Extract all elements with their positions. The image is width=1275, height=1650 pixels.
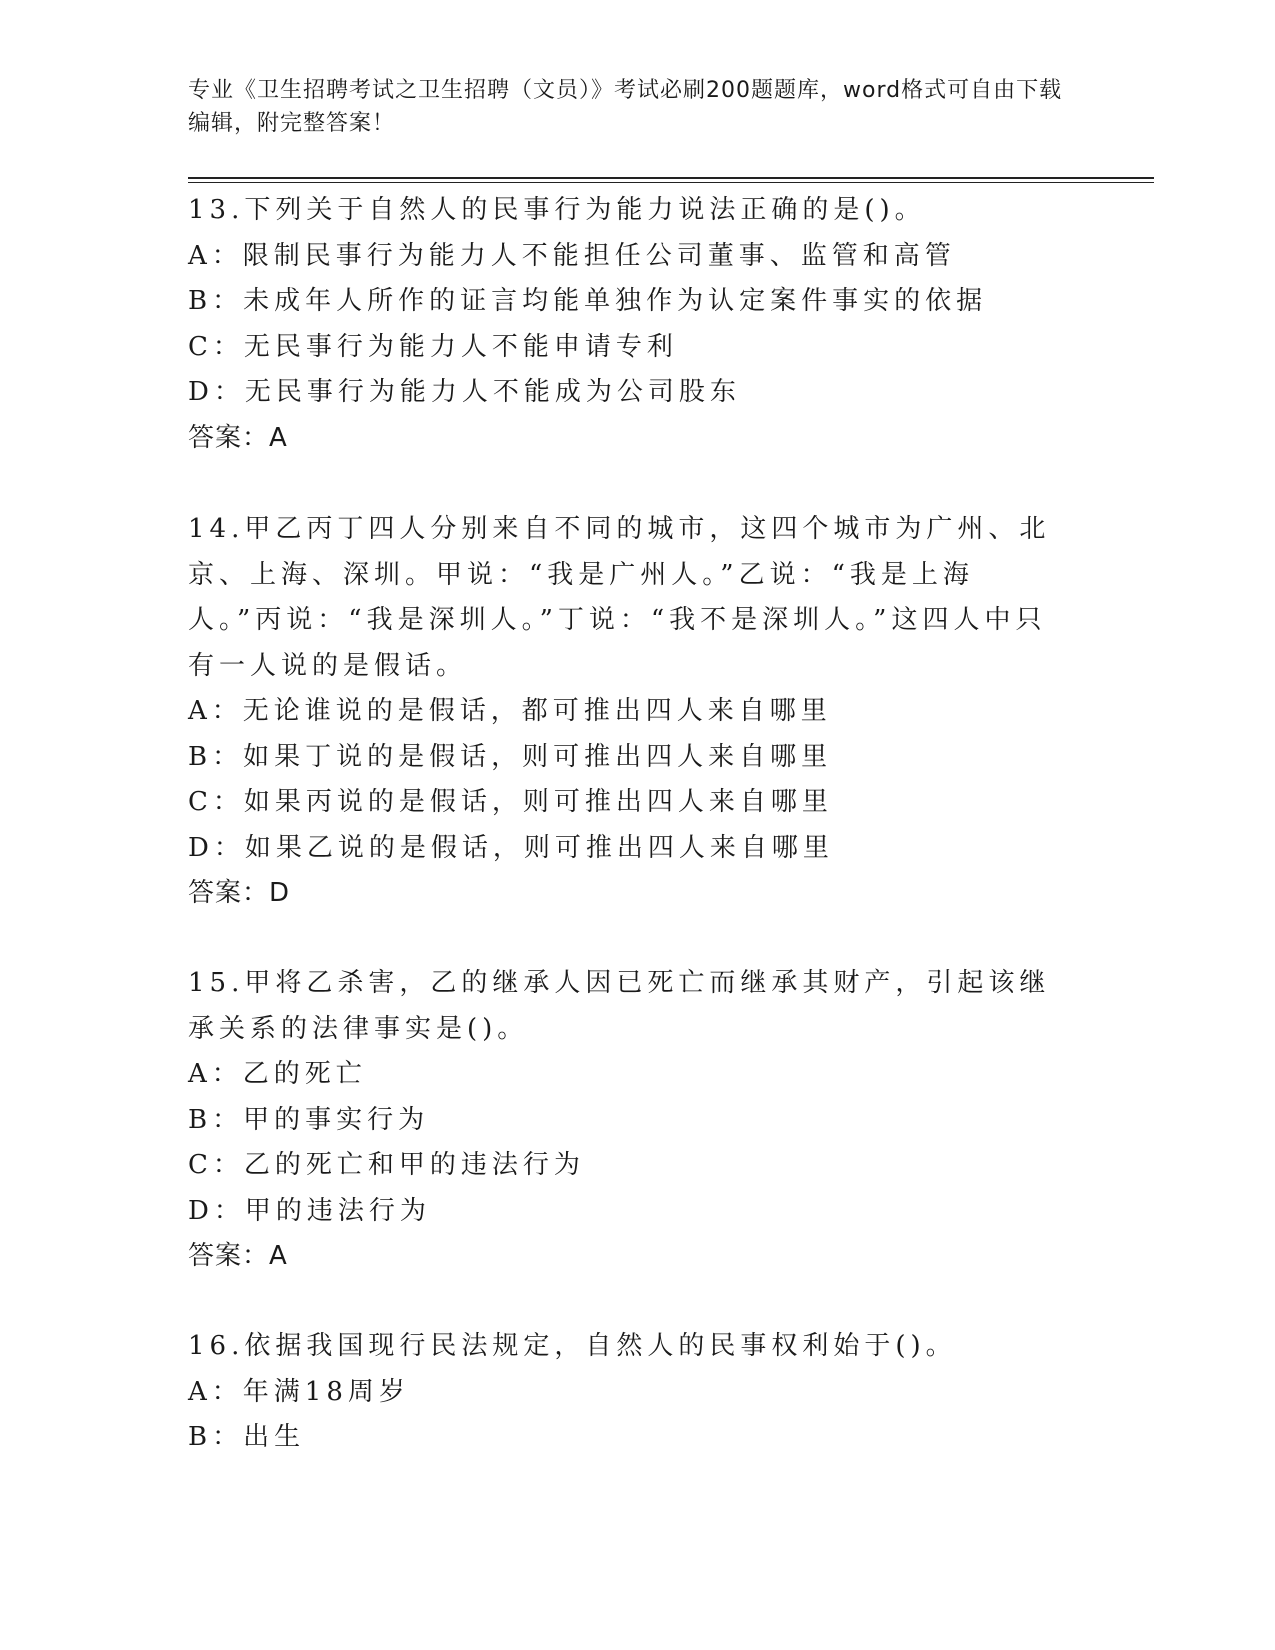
option-c: C：无民事行为能力人不能申请专利: [188, 331, 678, 362]
question-stem: 13.下列关于自然人的民事行为能力说法正确的是()。: [188, 195, 926, 225]
option-a: A：限制民事行为能力人不能担任公司董事、监管和高管: [188, 240, 956, 271]
header-divider-thin: [188, 182, 1154, 183]
option-a: A：无论谁说的是假话，都可推出四人来自哪里: [188, 696, 832, 726]
question-13: [188, 188, 1068, 461]
option-a: A：年满18周岁: [188, 1376, 410, 1407]
question-stem: 16.依据我国现行民法规定，自然人的民事权利始于()。: [188, 1331, 957, 1361]
question-stem: 14.甲乙丙丁四人分别来自不同的城市，这四个城市为广州、北京、上海、深圳。甲说：“我是广州人。”乙说：“我是上海人。”丙说：“我是深圳人。”丁说：“我不是深圳人。”这四人中只有一人说的是假话。: [188, 514, 1051, 681]
answer-line: 答案：D: [188, 878, 291, 908]
answer-line: 答案：A: [188, 422, 288, 453]
option-b: B：甲的事实行为: [188, 1104, 430, 1135]
option-d: D：甲的违法行为: [188, 1195, 431, 1226]
option-c: C：如果丙说的是假话，则可推出四人来自哪里: [188, 787, 833, 817]
answer-line: 答案：A: [188, 1241, 288, 1271]
option-d: D：无民事行为能力人不能成为公司股东: [188, 377, 741, 407]
document-intro: 专业《卫生招聘考试之卫生招聘（文员）》考试必刷200题题库，word格式可自由下载编辑，附完整答案！: [188, 78, 1063, 136]
question-15: [188, 961, 1068, 1280]
option-b: B：如果丁说的是假话，则可推出四人来自哪里: [188, 741, 833, 772]
question-16: [188, 1324, 1068, 1461]
option-d: D：如果乙说的是假话，则可推出四人来自哪里: [188, 832, 834, 863]
header-divider-thick: [188, 177, 1154, 179]
question-14: [188, 507, 1068, 917]
option-c: C：乙的死亡和甲的违法行为: [188, 1150, 585, 1180]
question-stem: 15.甲将乙杀害，乙的继承人因已死亡而继承其财产，引起该继承关系的法律事实是()。: [188, 968, 1051, 1044]
option-b: B：出生: [188, 1422, 306, 1452]
option-b: B：未成年人所作的证言均能单独作为认定案件事实的依据: [188, 286, 988, 316]
option-a: A：乙的死亡: [188, 1059, 367, 1089]
